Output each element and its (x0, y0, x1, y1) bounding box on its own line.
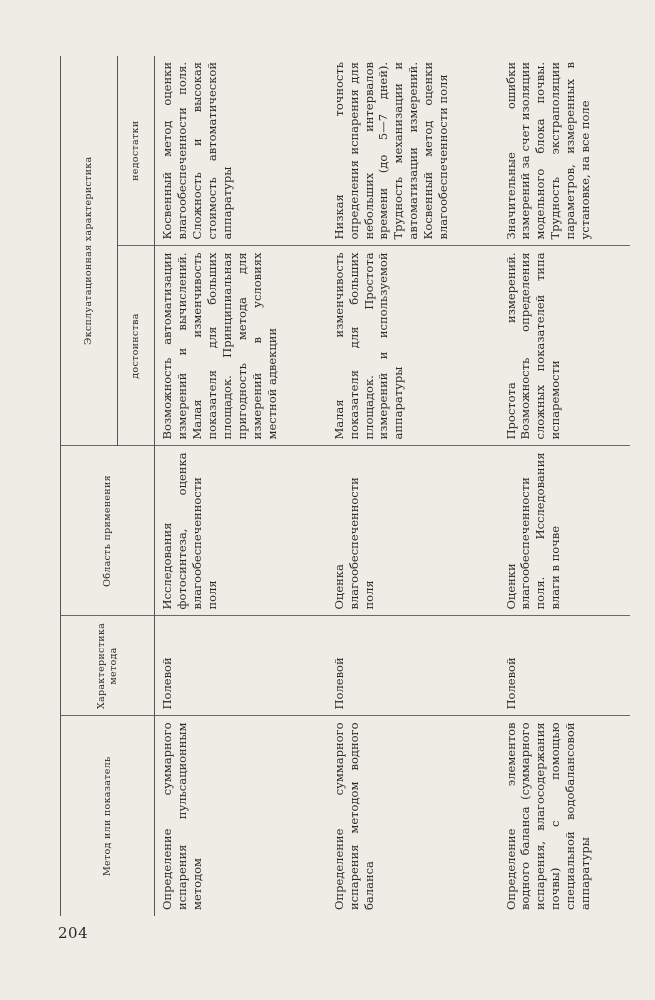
methods-table (60, 56, 630, 916)
cell-characteristic: Полевой (326, 616, 498, 716)
cell-method: Определение суммарного испарения пульсационным методом (160, 722, 204, 910)
header-advantages: достоинства (118, 246, 155, 446)
cell-area: Оценки влагообеспеченности поля. Исследования влаги в почве (498, 446, 631, 616)
rotated-table-container (60, 56, 630, 916)
table-row (155, 56, 326, 916)
header-disadvantages: недостатки (118, 56, 155, 246)
cell-method: Определение элементов водного баланса (суммарного испарения, влагосодержания почвы) с помощью специальной водобалансовой аппаратуры (503, 722, 593, 910)
page-number: 204 (58, 924, 89, 942)
cell-disadvantages: Низкая точность определения испарения для небольших интервалов времени (до 5—7 дней). Трудность механизации и автоматизации измерений. Косвенный метод оценки влагообеспеченности поля (326, 56, 498, 246)
cell-area: Оценка влагообеспеченности поля (326, 446, 498, 616)
cell-disadvantages: Значительные ошибки измерений за счет изоляции модельного блока почвы. Трудность экстраполяции параметров, измеренных в установке, на все поле (498, 56, 631, 246)
header-exploitation: Эксплуатационная характеристика (61, 56, 118, 446)
header-method: Метод или показатель (61, 716, 155, 916)
cell-disadvantages: Косвенный метод оценки влагообеспеченности поля. Сложность и высокая стоимость автоматической аппаратуры (155, 56, 326, 246)
cell-advantages: Простота измерений. Возможность определения сложных показателей типа испаремости (498, 246, 631, 446)
table-row (498, 56, 631, 916)
header-area: Область применения (61, 446, 155, 616)
cell-method: Определение суммарного испарения методом водного баланса (331, 722, 376, 910)
cell-advantages: Возможность автоматизации измерений и вычислений. Малая изменчивость показателя для больших площадок. Принципиальная пригодность метода для измерений в условиях местной адвекции (155, 246, 326, 446)
cell-characteristic: Полевой (498, 616, 631, 716)
table-row (326, 56, 498, 916)
header-characteristic: Характеристика метода (61, 616, 155, 716)
cell-characteristic: Полевой (155, 616, 326, 716)
cell-area: Исследования фотосинтеза, оценка влагообеспеченности поля (155, 446, 326, 616)
cell-advantages: Малая изменчивость показателя для больших площадок. Простота измерений и используемой аппаратуры (326, 246, 498, 446)
